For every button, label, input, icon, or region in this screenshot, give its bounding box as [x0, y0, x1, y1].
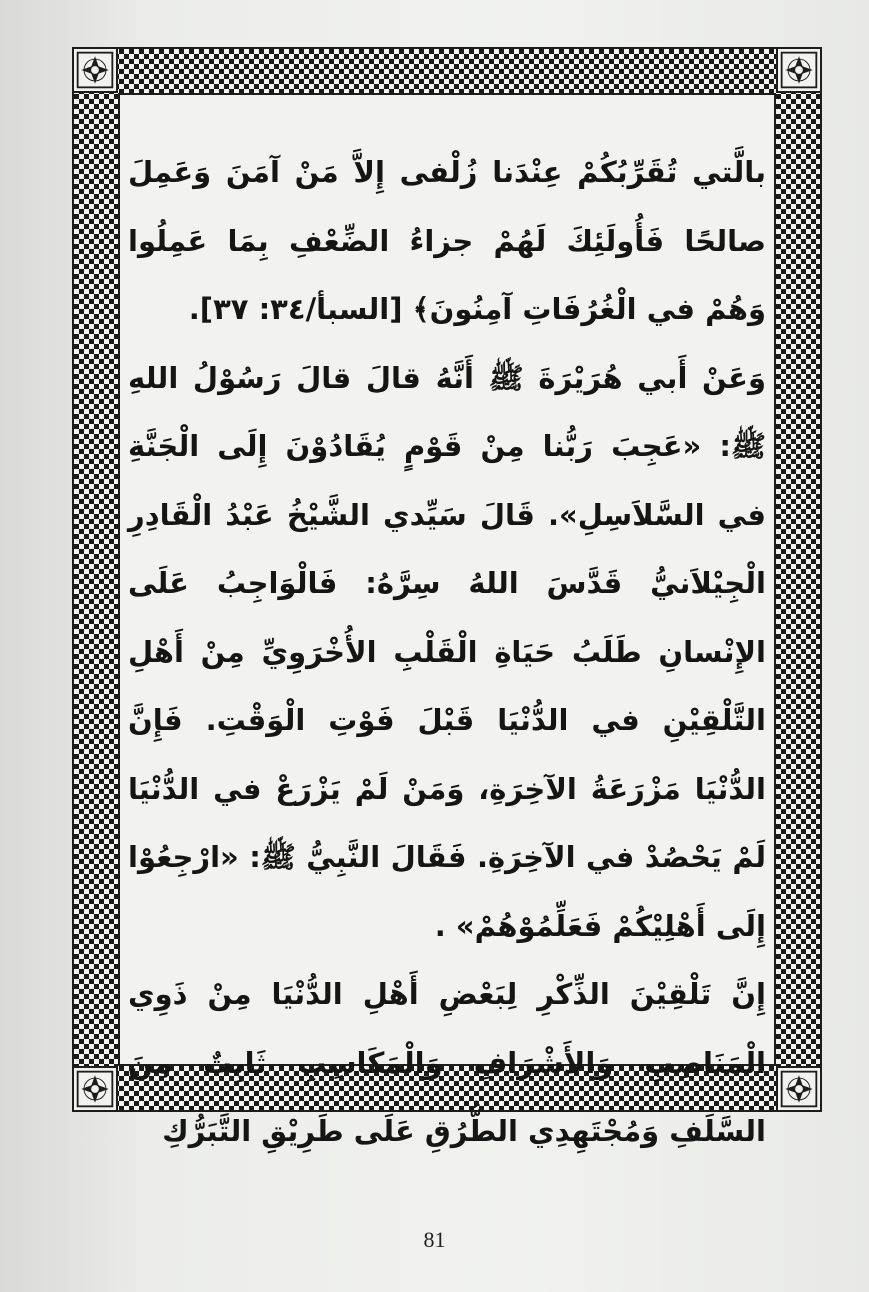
body-text [128, 138, 766, 1166]
paragraph-hadith: وَعَنْ أَبي هُرَيْرَةَ ﷺ أَنَّهُ قالَ قالَ رَسُوْلُ اللهِ ﷺ: «عَجِبَ رَبُّنا مِنْ قَوْمٍ يُقَادُوْنَ إِلَى الْجَنَّةِ في السَّلاَسِلِ». قَالَ سَيِّدي الشَّيْخُ عَبْدُ الْقَادِرِ الْجِيْلاَنيُّ قَدَّسَ اللهُ سِرَّهُ: فَالْوَاجِبُ عَلَى الإِنْسانِ طَلَبُ حَيَاةِ الْقَلْبِ الأُخْرَوِيِّ مِنْ أَهْلِ التَّلْقِيْنِ في الدُّنْيَا قَبْلَ فَوْتِ الْوَقْتِ. فَإِنَّ الدُّنْيَا مَزْرَعَةُ الآخِرَةِ، وَمَنْ لَمْ يَزْرَعْ في الدُّنْيَا لَمْ يَحْصُدْ في الآخِرَةِ. فَقَالَ النَّبِيُّ ﷺ: «ارْجِعُوْا إِلَى أَهْلِيْكُمْ فَعَلِّمُوْهُمْ» . [128, 360, 766, 943]
page-number: 81 [423, 1227, 446, 1252]
corner-ornament-icon [72, 47, 118, 93]
checker-border-top [74, 49, 820, 93]
corner-ornament-icon [72, 1066, 118, 1112]
checker-border-right [776, 49, 820, 1110]
checker-border-left [74, 49, 118, 1110]
corner-ornament-icon [776, 47, 822, 93]
corner-ornament-icon [776, 1066, 822, 1112]
paragraph-quran-verse: بالَّتي تُقَرِّبُكُمْ عِنْدَنا زُلْفى إِلاَّ مَنْ آمَنَ وَعَمِلَ صالحًا فَأُولَئِكَ لَهُمْ جزاءُ الضِّعْفِ بِمَا عَمِلُوا وَهُمْ في الْغُرُفَاتِ آمِنُونَ﴾ [السبأ/٣٤: ٣٧]. [128, 155, 766, 326]
paragraph-talqin: إِنَّ تَلْقِيْنَ الذِّكْرِ لِبَعْضِ أَهْلِ الدُّنْيَا مِنْ ذَوِي الْمَنَاصِبِ وَالأَشْرَافِ وَالْمَكَاسِبِ ثَابِتٌ مِنَ السَّلَفِ وَمُجْتَهِدِي الطُّرُقِ عَلَى طَرِيْقِ التَّبَرُّكِ [128, 977, 766, 1148]
